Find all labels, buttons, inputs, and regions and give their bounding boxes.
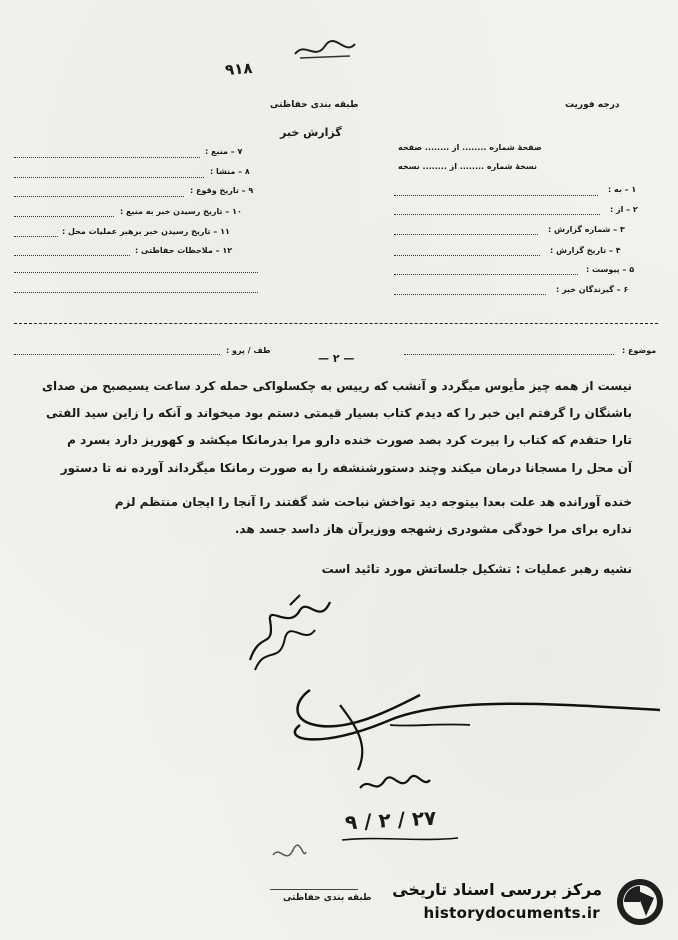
field-report-number: ۳ – شماره گزارش : bbox=[548, 225, 625, 234]
footer-classification: طبقه بندی حفاظتی bbox=[283, 893, 372, 903]
body-line: آن محل را مسجانا درمان میکند وچند دستورشنشفه را به صورت رمانکا میگرداند آورده نه تا دستور bbox=[60, 461, 632, 475]
handwritten-date: ۹ / ۲ / ۲۷ bbox=[344, 805, 437, 835]
watermark-url: historydocuments.ir bbox=[423, 904, 600, 922]
body-line: نیست از همه چیز مأیوس میگردد و آنشب که رییس به چکسلواکی حمله کرد ساعت یسیصبح من صدای bbox=[42, 379, 632, 393]
date-underline bbox=[340, 834, 460, 844]
field-to: ۱ – به : bbox=[608, 185, 637, 194]
body-line: باشنگان را گرفتم این خبر را که دیدم کتاب بسیار قیمتی دستم بود میخواند و آنکه را زاین سید الفتی bbox=[46, 406, 632, 420]
field-news-to-source-date: ۱۰ – تاریخ رسیدن خبر به منبع : bbox=[120, 207, 242, 216]
header-priority: درجه فوریت bbox=[565, 100, 620, 110]
subject-label: موضوع : bbox=[622, 346, 657, 355]
body-line: تارا حتقدم که کتاب را بیرت کرد بصد صورت خنده دارو مرا بدرمانکا میکشد و کهوریز دارد بسرد م bbox=[67, 433, 632, 447]
signature-lower bbox=[240, 665, 670, 785]
section-marker: — ۲ — bbox=[318, 352, 355, 365]
body-line: نداره برای مرا خودگی مشودری زشهجه ووزیرآن هاز داسد جسد هد. bbox=[234, 522, 632, 536]
stamp-scribble bbox=[290, 36, 360, 66]
field-attachment: ۵ – پیوست : bbox=[586, 265, 635, 274]
field-origin: ۸ – منشا : bbox=[210, 167, 250, 176]
top-stamp: ۹۱۸ bbox=[224, 59, 254, 79]
field-source: ۷ – منبع : bbox=[205, 147, 243, 156]
watermark-logo-icon bbox=[612, 876, 668, 928]
closing-line: نشیه رهبر عملیات : تشکیل جلساتش مورد تائید است bbox=[321, 562, 632, 576]
field-page-number: صفحهٔ شماره ........ از ........ صفحه bbox=[398, 143, 542, 152]
field-recipients: ۶ – گیرندگان خبر : bbox=[556, 285, 629, 294]
field-news-to-ops-date: ۱۱ – تاریخ رسیدن خبر برهبر عملیات محل : bbox=[62, 227, 230, 236]
header-classification: طبقه بندی حفاظتی bbox=[270, 100, 359, 110]
classification-label: طف / پرو : bbox=[226, 346, 271, 355]
section-divider bbox=[14, 323, 658, 324]
footer-rule bbox=[270, 889, 358, 890]
watermark-title: مرکز بررسی اسناد تاریخی bbox=[392, 880, 602, 899]
field-event-date: ۹ – تاریخ وقوع : bbox=[190, 186, 254, 195]
field-from: ۲ – از : bbox=[610, 205, 638, 214]
field-report-date: ۴ – تاریخ گزارش : bbox=[550, 246, 621, 255]
field-copy-number: نسخهٔ شماره ........ از ........ نسخه bbox=[398, 162, 537, 171]
form-title: گزارش خبر bbox=[280, 126, 342, 139]
watermark bbox=[378, 872, 670, 932]
faint-marks bbox=[268, 840, 308, 870]
body-line: خنده آورانده هد علت بعدا بیتوجه دید تواخش نباحت شد گفتند را آنجا را ایجان منتظم لزم bbox=[114, 495, 632, 509]
field-security-notes: ۱۲ – ملاحظات حفاظتی : bbox=[135, 246, 233, 255]
initials-scribble bbox=[355, 768, 435, 798]
